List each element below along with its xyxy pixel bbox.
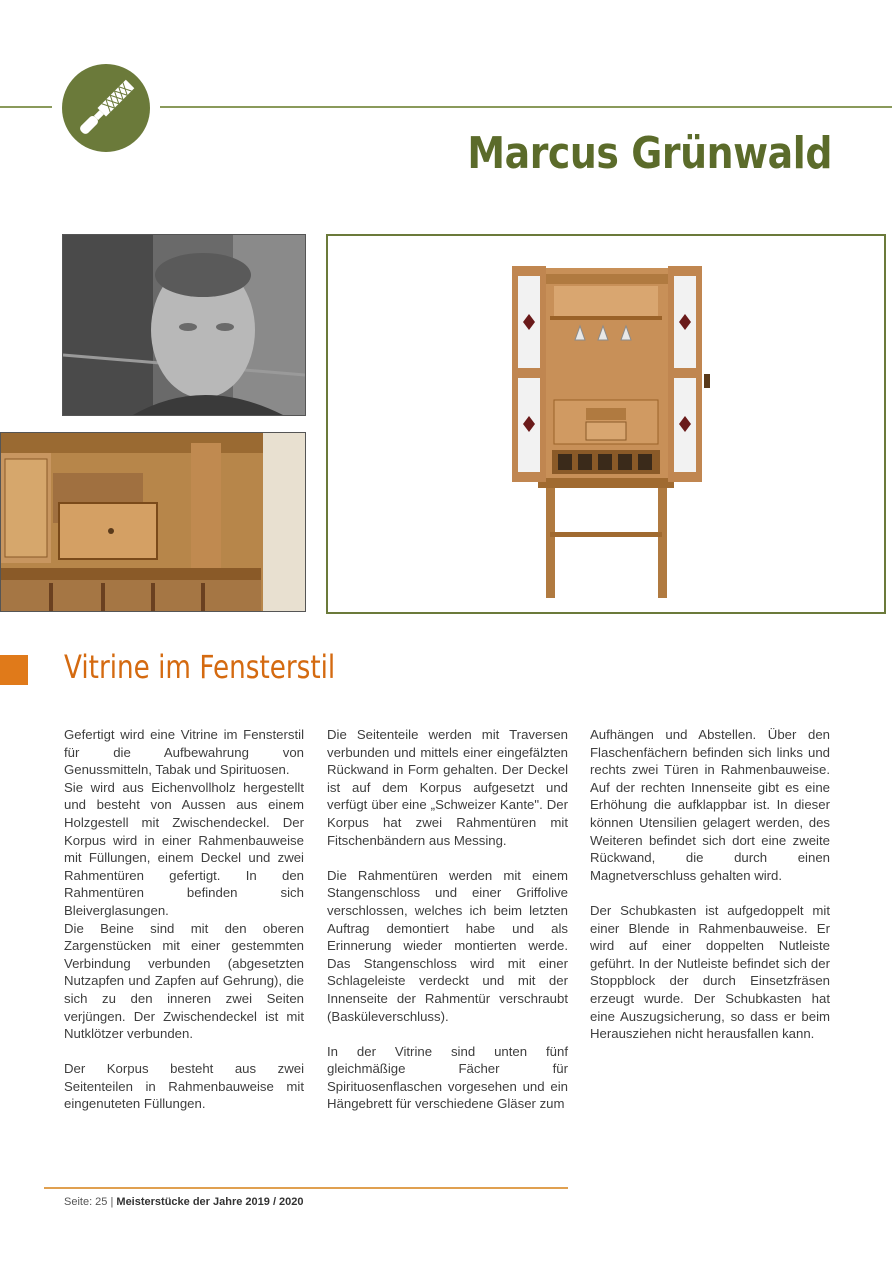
text-column-1 <box>64 726 304 1131</box>
cabinet-detail-photo <box>0 432 306 612</box>
page-title: Marcus Grünwald <box>467 128 832 179</box>
paragraph: Der Schubkasten ist aufgedoppelt mit einer Blende in Rahmenbauweise. Er wird auf einer doppelten Nutleiste geführt. In der Nutleiste befindet sich der Stoppblock der durch Einsetzfräsen erzeugt wurde. Der Schubkasten hat eine Auszugsicherung, so dass er beim Herausziehen nicht herausfallen kann. <box>590 902 830 1042</box>
section-marker <box>0 655 28 685</box>
file-tool-icon <box>62 64 150 152</box>
text-column-3 <box>590 726 830 1060</box>
portrait-photo <box>62 234 306 416</box>
paragraph: Die Seitenteile werden mit Traversen verbunden und mittels einer eingefälzten Rückwand in Form gehalten. Der Deckel ist auf dem Korpus aufgesetzt und verfügt über eine „Schweizer Kante". Der Korpus hat zwei Rahmentüren mit Fitschenbändern aus Messing. <box>327 727 568 848</box>
paragraph: Die Beine sind mit den oberen Zargenstücken mit einer gestemmten Verbindung verbunden (abgesetzten Nutzapfen und Zapfen auf Gehrung), die sich zu den inneren zwei Seiten verjüngen. Der Zwischendeckel ist mit Nutklötzer verbunden. <box>64 920 304 1042</box>
paragraph: Der Korpus besteht aus zwei Seitenteilen in Rahmenbauweise mit eingenuteten Füllungen. <box>64 1061 304 1112</box>
header-rule-right <box>160 106 892 108</box>
publication-title: Meisterstücke der Jahre 2019 / 2020 <box>116 1196 304 1208</box>
paragraph: Gefertigt wird eine Vitrine im Fensterstil für die Aufbewahrung von Genussmitteln, Tabak und Spirituosen. <box>64 727 304 778</box>
header-rule-left <box>0 106 52 108</box>
footer-rule <box>44 1187 568 1189</box>
paragraph: Aufhängen und Abstellen. Über den Flaschenfächern befinden sich links und rechts zwei Türen in Rahmenbauweise. Auf der rechten Innenseite gibt es eine Erhöhung die aufklappbar ist. In dieser können Utensilien gelagert werden, des Weiteren befindet sich dort eine zweite Rückwand, die durch einen Magnetverschluss gehalten wird. <box>590 727 830 883</box>
tool-badge <box>62 64 150 152</box>
paragraph: Die Rahmentüren werden mit einem Stangenschloss und einer Griffolive verschlossen, welches ich beim letzten Auftrag demontiert habe und als Erinnerung wieder montierten werde. Das Stangenschloss wird mit einer Schlageleiste verdeckt und mit der Innenseite der Rahmentür verschraubt (Basküleverschluss). <box>327 867 568 1024</box>
footer <box>64 1196 304 1208</box>
page-number: Seite: 25 | <box>64 1196 114 1208</box>
paragraph: Sie wird aus Eichenvollholz hergestellt und besteht von Aussen aus einem Holzgestell mit Zwischendeckel. Der Korpus wird in einer Rahmenbauweise mit Füllungen, einem Deckel und zwei Rahmentüren gefertigt. In den Rahmentüren befinden sich Bleiverglasungen. <box>64 779 304 918</box>
section-title: Vitrine im Fensterstil <box>64 648 336 686</box>
paragraph: In der Vitrine sind unten fünf gleichmäßige Fächer für Spirituosenflaschen vorgesehen und ein Hängebrett für verschiedene Gläser zum <box>327 1043 568 1112</box>
text-column-2 <box>327 726 568 1131</box>
vitrine-photo <box>326 234 886 614</box>
